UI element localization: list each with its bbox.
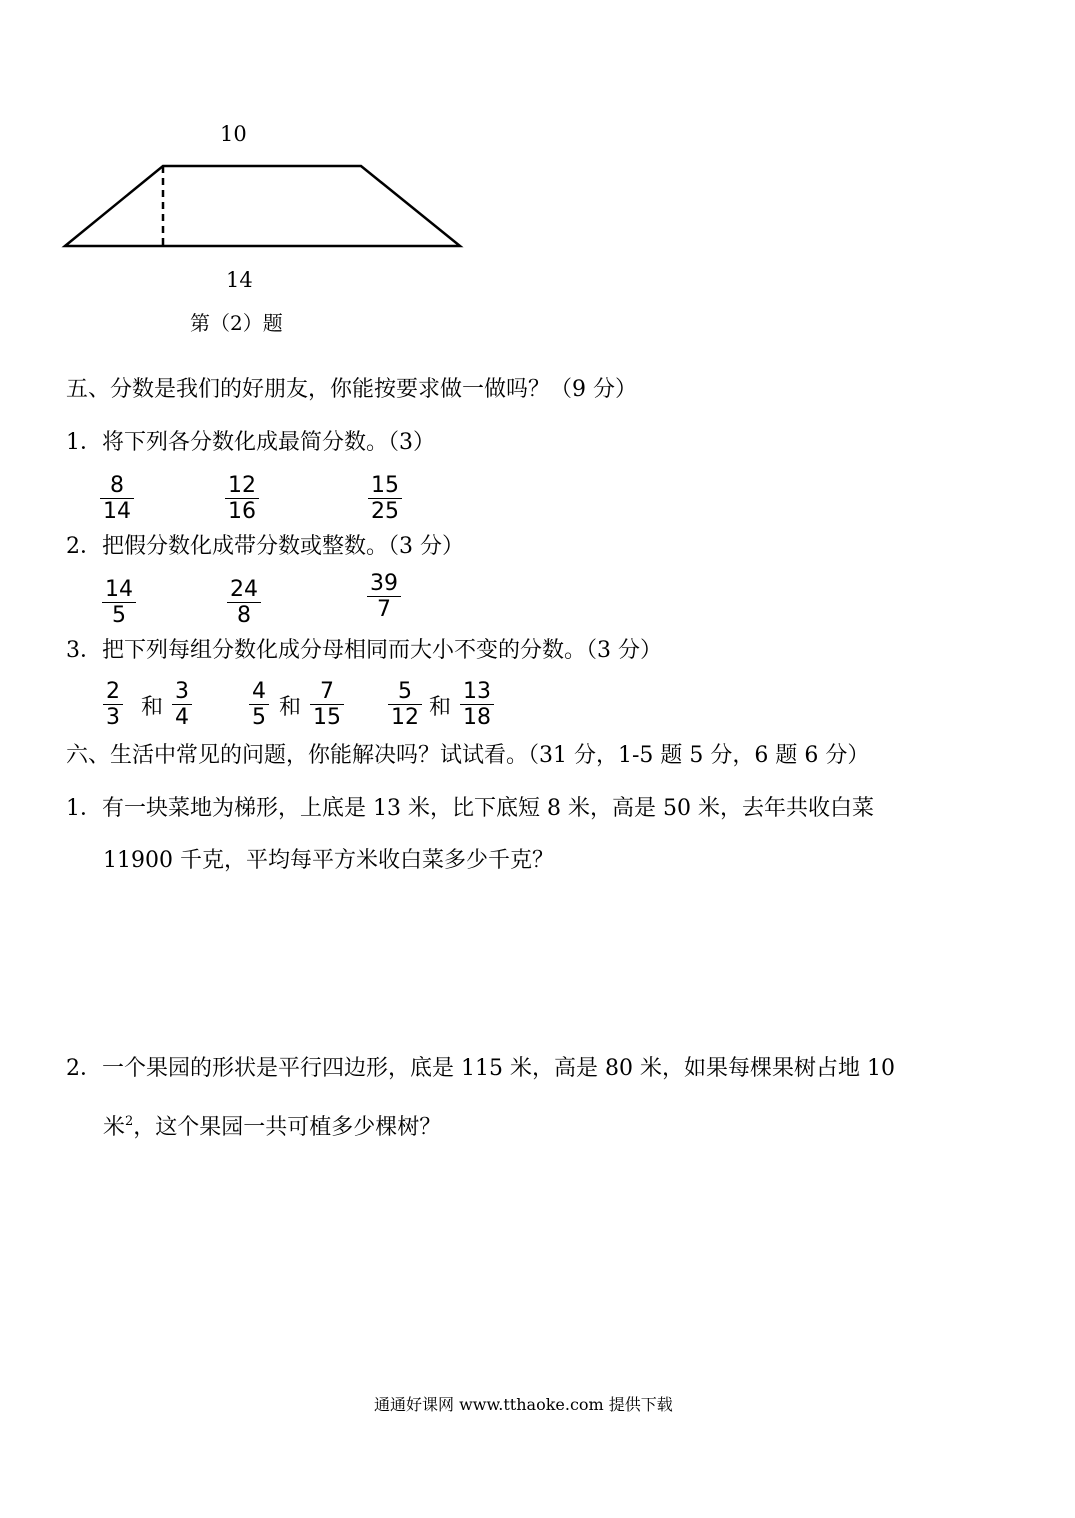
figure-caption: 第（2）题: [190, 311, 283, 335]
section5-q2-text: 2．把假分数化成带分数或整数。（3 分）: [66, 534, 464, 559]
numerator: 39: [370, 571, 398, 596]
fraction: [249, 679, 269, 730]
denominator: 16: [228, 499, 256, 524]
denominator: 7: [377, 597, 391, 622]
denominator: 15: [313, 705, 341, 730]
unit-exponent: 2: [125, 1114, 134, 1129]
numerator: 4: [252, 679, 266, 704]
denominator: 14: [103, 499, 131, 524]
fraction: [368, 473, 402, 524]
fraction: [227, 577, 261, 628]
section6-q2-line2: [103, 1107, 441, 1143]
denominator: 12: [391, 705, 419, 730]
numerator: 24: [230, 577, 258, 602]
denominator: 5: [252, 705, 266, 730]
numerator: 8: [110, 473, 124, 498]
section5-q3-text: 3．把下列每组分数化成分母相同而大小不变的分数。（3 分）: [66, 638, 662, 663]
footer-text: 通通好课网 www.tthaoke.com 提供下载: [374, 1395, 673, 1414]
denominator: 25: [371, 499, 399, 524]
section6-title: 六、生活中常见的问题，你能解决吗？试试看。（31 分，1-5 题 5 分，6 题 6 分）: [66, 743, 870, 768]
figure-top-label: 10: [220, 122, 247, 146]
fraction: [310, 679, 344, 730]
section6-q1-line2: 11900 千克，平均每平方米收白菜多少千克？: [103, 848, 554, 873]
numerator: 14: [105, 577, 133, 602]
fraction: [460, 679, 494, 730]
numerator: 5: [398, 679, 412, 704]
conjunction-and: 和: [279, 695, 302, 720]
section5-title: 五、分数是我们的好朋友，你能按要求做一做吗？（9 分）: [66, 377, 637, 402]
denominator: 4: [175, 705, 189, 730]
unit-meter: 米: [103, 1115, 126, 1140]
section5-q1-text: 1．将下列各分数化成最简分数。（3）: [66, 430, 435, 455]
fraction: [103, 679, 123, 730]
figure-bottom-label: 14: [226, 268, 253, 292]
fraction: [172, 679, 192, 730]
numerator: 13: [463, 679, 491, 704]
numerator: 7: [320, 679, 334, 704]
fraction: [225, 473, 259, 524]
conjunction-and: 和: [141, 695, 164, 720]
numerator: 2: [106, 679, 120, 704]
fraction: [100, 473, 134, 524]
numerator: 12: [228, 473, 256, 498]
numerator: 15: [371, 473, 399, 498]
question-text: ，这个果园一共可植多少棵树？: [133, 1115, 442, 1140]
section6-q1-line1: 1．有一块菜地为梯形，上底是 13 米，比下底短 8 米，高是 50 米，去年共收白菜: [66, 796, 874, 821]
conjunction-and: 和: [429, 695, 452, 720]
denominator: 18: [463, 705, 491, 730]
section6-q2-line1: 2．一个果园的形状是平行四边形，底是 115 米，高是 80 米，如果每棵果树占地 10: [66, 1056, 895, 1081]
fraction: [388, 679, 422, 730]
denominator: 3: [106, 705, 120, 730]
trapezoid-figure: [60, 160, 470, 255]
numerator: 3: [175, 679, 189, 704]
denominator: 8: [237, 603, 251, 628]
denominator: 5: [112, 603, 126, 628]
fraction: [367, 571, 401, 622]
fraction: [102, 577, 136, 628]
